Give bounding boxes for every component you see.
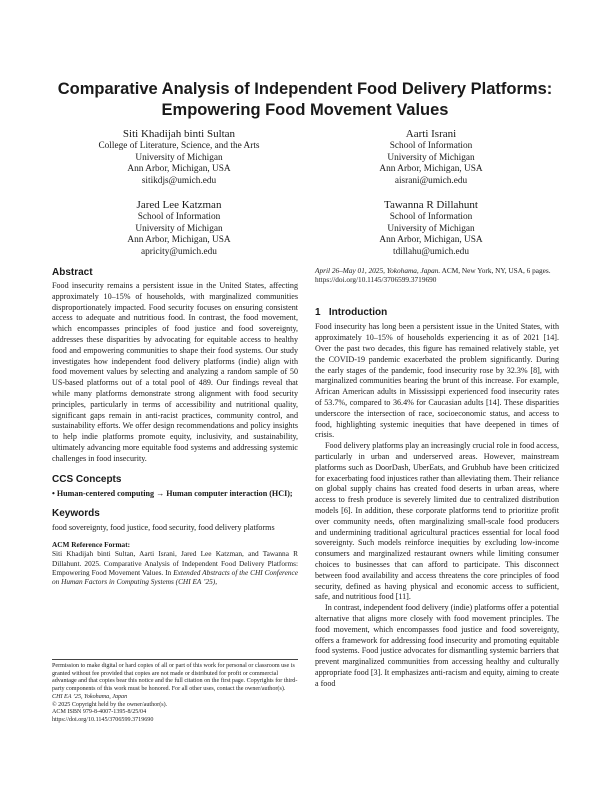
footnote-block — [52, 659, 298, 725]
footnote-divider — [52, 659, 298, 660]
ccs-heading: CCS Concepts — [52, 473, 122, 485]
title-line-1: Comparative Analysis of Independent Food Delivery Platforms: — [57, 80, 553, 98]
author-location: Ann Arbor, Michigan, USA — [127, 235, 231, 246]
author-name: Tawanna R Dillahunt — [384, 199, 478, 211]
author-affiliation: College of Literature, Science, and the Arts — [98, 141, 260, 151]
author-block-4 — [311, 198, 551, 258]
author-name: Siti Khadijah binti Sultan — [122, 128, 236, 140]
author-location: Ann Arbor, Michigan, USA — [127, 164, 231, 175]
intro-paragraph-3: In contrast, independent food delivery (indie) platforms offer a potential alternative that aligns more closely with food movement principles. The food movement, which encompasses food justice and food sovereignty, offers a framework for addressing food insecurity and promoting equitable food systems. Food justice advocates for dismantling systemic barriers that prevent marginalized communities from accessing healthy and culturally appropriate food [3]. It emphasizes anti-racism and equity, aiming to create a food — [315, 603, 559, 688]
acm-reference-publisher[interactable]: ACM, New York, NY, USA, 6 pages. https://doi.org/10.1145/3706599.3719690 — [315, 266, 551, 285]
author-location: Ann Arbor, Michigan, USA — [379, 164, 483, 175]
introduction-heading: 1 Introduction — [315, 307, 388, 319]
author-university: University of Michigan — [135, 223, 223, 234]
footnote-copyright: © 2025 Copyright held by the owner/author(s). — [52, 701, 168, 708]
footnote-doi[interactable]: https://doi.org/10.1145/3706599.3719690 — [52, 716, 154, 723]
right-column — [315, 266, 559, 690]
author-name: Jared Lee Katzman — [136, 199, 222, 211]
author-email[interactable]: sitikdjs@umich.edu — [141, 175, 217, 186]
ccs-concepts: • Human-centered computing → Human computer interaction (HCI); — [52, 488, 293, 498]
author-university: University of Michigan — [387, 223, 475, 234]
author-block-2 — [311, 127, 551, 187]
acm-reference — [52, 540, 298, 586]
acm-reference-venue: Extended Abstracts of the CHI Conference on Human Factors in Computing Systems (CHI EA ’25), — [52, 567, 298, 586]
title-line-2: Empowering Food Movement Values — [161, 101, 449, 119]
left-column — [52, 266, 298, 586]
intro-paragraph-2: Food delivery platforms play an increasingly crucial role in food access, particularly in urban and underserved areas. However, mainstream platforms such as DoorDash, UberEats, and Grubhub have been criticized for exacerbating food injustices rather than alleviating them. Their reliance on global supply chains has created food deserts in urban areas, where access to fresh produce is severely limited due to centralized distribution models [6]. In addition, these corporate platforms tend to prioritize profit over community needs, often marginalizing small-scale food producers and undermining traditional agricultural practices essential for local food sovereignty. Such models reinforce inequities by excluding low-income consumers and marginalized restaurant owners while limiting consumer choices to businesses that can afford to participate. This disconnect between food availability and access threatens the core principles of food security, defined as having physical and economic access to sufficient, safe, and nutritious food [11]. — [315, 441, 559, 602]
author-affiliation: School of Information — [137, 212, 221, 222]
author-email[interactable]: apricity@umich.edu — [141, 246, 217, 257]
footnote-isbn: ACM ISBN 979-8-4007-1395-8/25/04 — [52, 709, 147, 716]
acm-reference-heading: ACM Reference Format: — [52, 540, 131, 550]
author-name: Aarti Israni — [405, 128, 457, 140]
permission-notice: Permission to make digital or hard copies of all or part of this work for personal or classroom use is granted without fee provided that copies are not made or distributed for profit or commercial advantage and that copies bear this notice and the full citation on the first page. Copyrights for third-party components of this work must be honored. For all other uses, contact the owner/author(s). — [52, 663, 298, 693]
abstract-heading: Abstract — [52, 267, 93, 278]
acm-reference-continued — [315, 266, 559, 284]
acm-reference-text: Siti Khadijah binti Sultan, Aarti Israni, Jared Lee Katzman, and Tawanna R Dillahunt. 2025. Comparative Analysis of Independent Food Delivery Platforms: Empowering Food Movement Values. In — [52, 549, 298, 577]
author-affiliation: School of Information — [389, 141, 473, 151]
paper-title — [0, 79, 610, 121]
author-affiliation: School of Information — [389, 212, 473, 222]
keywords-heading: Keywords — [52, 508, 100, 520]
author-university: University of Michigan — [387, 152, 475, 163]
author-university: University of Michigan — [135, 152, 223, 163]
author-block-1 — [59, 127, 299, 187]
footnote-conference: CHI EA ’25, Yokohama, Japan — [52, 693, 128, 700]
author-block-3 — [59, 198, 299, 258]
author-email[interactable]: tdillahu@umich.edu — [393, 246, 469, 257]
author-location: Ann Arbor, Michigan, USA — [379, 235, 483, 246]
abstract-text: Food insecurity remains a persistent issue in the United States, affecting approximately 10–15% of households, with marginalized communities disproportionately impacted. Food security focuses on ensuring consistent access to adequate and nutritious food. In contrast, the food movement, which encompasses principles of food justice and food sovereignty, addresses these disparities by advocating for equitable access to healthy food and empowering communities to shape their food systems. Our study investigates how independent food delivery platforms (indie) align with food movement values by selecting and analyzing a random sample of 50 US-based platforms out of a total pool of 489. Our findings reveal that while many platforms demonstrate strong alignment with food security principles, particularly in terms of accessibility and nutritional quality, significant gaps remain in anti-racist practices, community control, and sustainability efforts. We offer design recommendations and policy insights to help indie platforms promote equity, inclusivity, and sustainability, ultimately advancing more equitable food systems and addressing systemic challenges in food insecurity. — [52, 281, 298, 463]
acm-reference-date: April 26–May 01, 2025, Yokohama, Japan. — [315, 266, 441, 275]
author-email[interactable]: aisrani@umich.edu — [394, 175, 468, 186]
intro-paragraph-1: Food insecurity has long been a persistent issue in the United States, with approximately 10–15% of households experiencing it as of 2021 [14]. Over the past two decades, this figure has remained relatively stable, yet the COVID-19 pandemic exacerbated the problem significantly. During the early stages of the pandemic, food insecurity rose by 32.3% [8], with marginalized communities bearing the brunt of this increase. For example, African American adults in Mississippi experienced food insecurity rates of 53.7%, compared to 36.4% for Caucasian adults [14]. These disparities underscore the intersection of race, socioeconomic status, and access to food, highlighting systemic inequities that have deepened in times of crisis. — [315, 322, 559, 440]
keywords-text: food sovereignty, food justice, food security, food delivery platforms — [52, 523, 275, 533]
